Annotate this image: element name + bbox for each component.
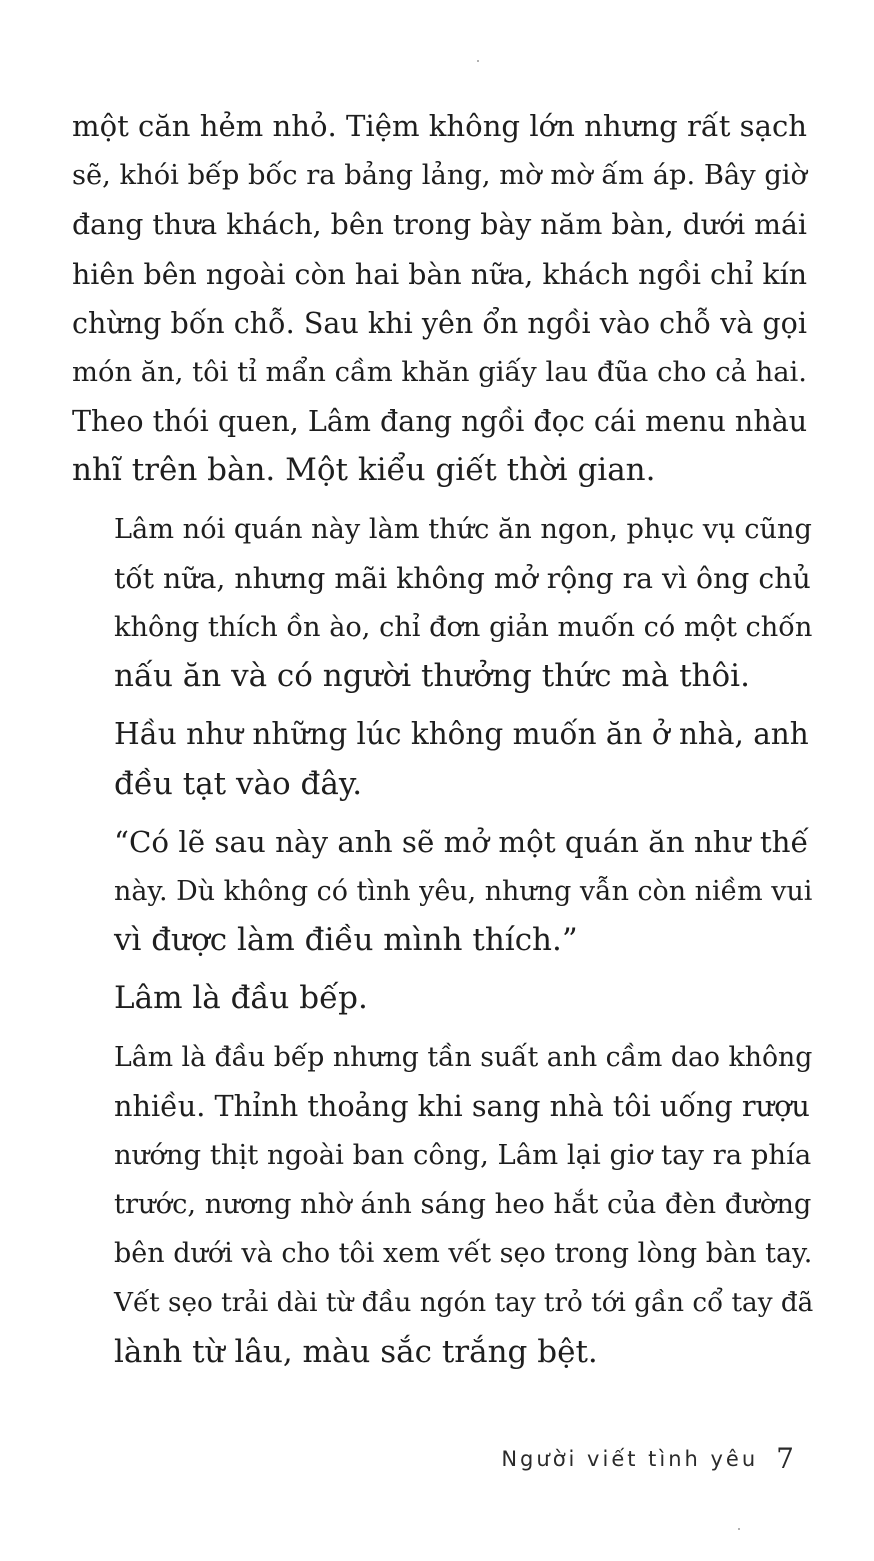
print-speck	[477, 60, 479, 62]
text-line: trước, nương nhờ ánh sáng heo hắt của đèn đường	[114, 1189, 812, 1221]
text-line: hiên bên ngoài còn hai bàn nữa, khách ngồi chỉ kín	[72, 257, 807, 291]
text-line: lành từ lâu, màu sắc trắng bệt.	[114, 1333, 598, 1370]
paragraph	[72, 505, 813, 702]
paragraph	[72, 1033, 814, 1377]
page-number: 7	[776, 1442, 794, 1475]
text-line: Theo thói quen, Lâm đang ngồi đọc cái menu nhàu	[72, 404, 808, 439]
text-line: nhĩ trên bàn. Một kiểu giết thời gian.	[72, 452, 656, 489]
text-line: Lâm là đầu bếp.	[114, 980, 368, 1017]
text-line: nấu ăn và có người thưởng thức mà thôi.	[114, 658, 750, 695]
paragraph	[72, 974, 807, 1023]
text-line: Lâm là đầu bếp nhưng tần suất anh cầm dao không	[114, 1041, 813, 1073]
text-line: “Có lẽ sau này anh sẽ mở một quán ăn như thế	[114, 824, 809, 859]
paragraph	[72, 710, 807, 808]
book-title: Người viết tình yêu	[501, 1447, 759, 1471]
text-line: chừng bốn chỗ. Sau khi yên ổn ngồi vào chỗ và gọi	[72, 305, 807, 340]
text-line: sẽ, khói bếp bốc ra bảng lảng, mờ mờ ấm áp. Bây giờ	[72, 160, 807, 192]
paragraph	[72, 818, 813, 966]
text-line: không thích ồn ào, chỉ đơn giản muốn có một chốn	[114, 612, 813, 644]
print-speck	[738, 1528, 740, 1530]
text-line: đang thưa khách, bên trong bày năm bàn, dưới mái	[72, 208, 807, 242]
text-line: Hầu như những lúc không muốn ăn ở nhà, anh	[114, 717, 809, 752]
text-line: đều tạt vào đây.	[114, 765, 363, 802]
text-line: nhiều. Thỉnh thoảng khi sang nhà tôi uống rượu	[114, 1088, 810, 1123]
text-line: bên dưới và cho tôi xem vết sẹo trong lòng bàn tay.	[114, 1238, 813, 1270]
text-line: Vết sẹo trải dài từ đầu ngón tay trỏ tới gần cổ tay đã	[114, 1287, 814, 1318]
paragraph	[72, 102, 807, 496]
text-line: Lâm nói quán này làm thức ăn ngon, phục vụ cũng	[114, 513, 812, 545]
text-line: vì được làm điều mình thích.”	[114, 922, 578, 959]
text-line: tốt nữa, nhưng mãi không mở rộng ra vì ông chủ	[114, 561, 811, 595]
text-line: món ăn, tôi tỉ mẩn cầm khăn giấy lau đũa cho cả hai.	[72, 357, 807, 389]
running-footer	[501, 1440, 794, 1473]
page-body	[72, 102, 814, 1386]
text-line: nướng thịt ngoài ban công, Lâm lại giơ tay ra phía	[114, 1140, 812, 1172]
text-line: một căn hẻm nhỏ. Tiệm không lớn nhưng rất sạch	[72, 109, 807, 143]
text-line: này. Dù không có tình yêu, nhưng vẫn còn niềm vui	[114, 876, 813, 908]
